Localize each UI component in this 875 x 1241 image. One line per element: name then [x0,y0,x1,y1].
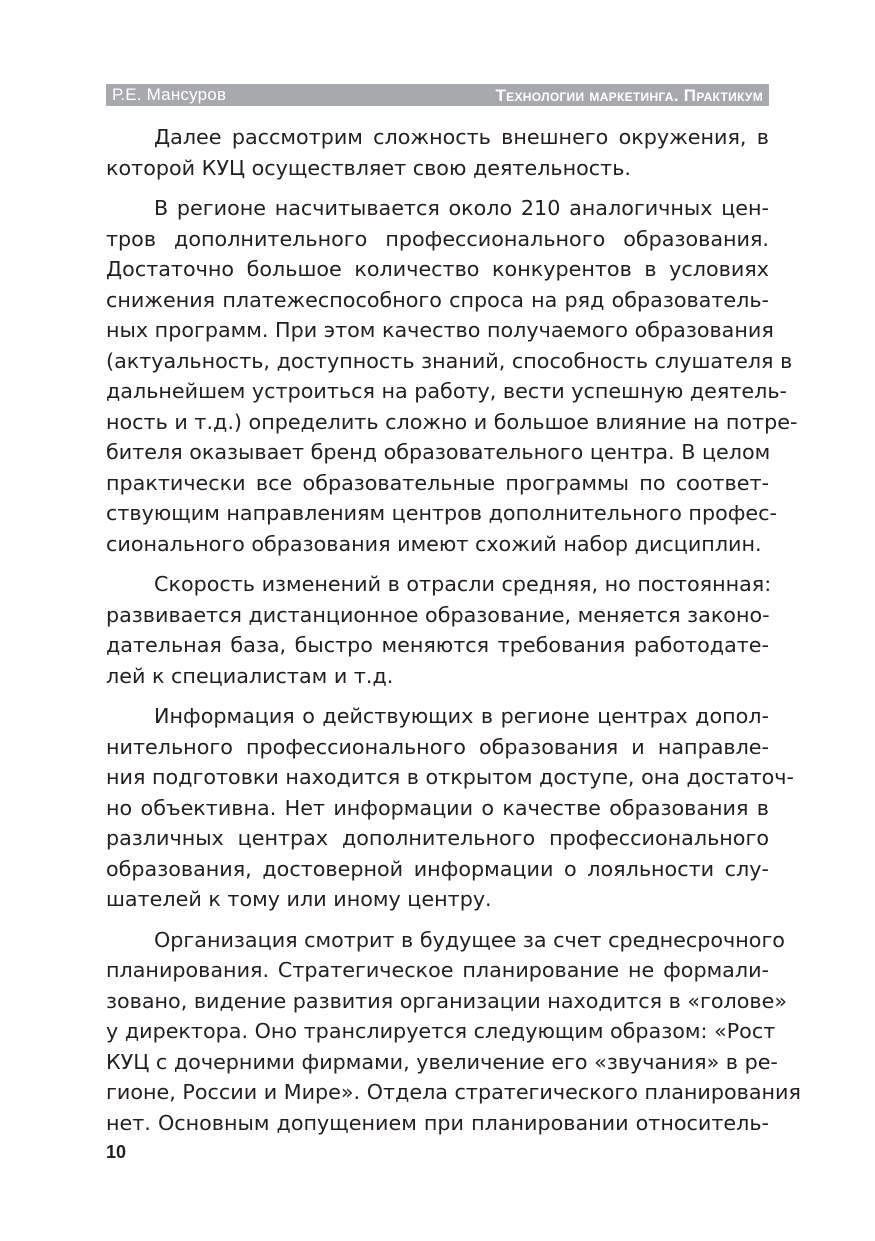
text-line: но объективна. Нет информации о качестве образования в [106,795,769,820]
text-line: которой КУЦ осуществляет свою деятельность. [106,155,631,180]
text-line: ния подготовки находится в открытом доступе, она достаточ- [106,765,794,789]
text-line: КУЦ с дочерними фирмами, увеличение его «звучания» в ре- [106,1049,778,1074]
text-line: нет. Основным допущением при планировании относитель- [106,1110,769,1135]
text-line: В регионе насчитывается около 210 аналогичных цен- [154,196,769,220]
text-line: развивается дистанционное образование, меняется законо- [106,602,770,627]
text-line: планирования. Стратегическое планирование не формали- [106,958,769,982]
paragraph [106,193,798,559]
text-line: тров дополнительного профессионального образования. [106,226,769,251]
paragraph [106,569,772,691]
text-line: Достаточно большое количество конкурентов в условиях [106,257,769,281]
text-line: дательная база, быстро меняются требования работодате- [106,633,769,657]
text-line: шателей к тому или иному центру. [106,887,492,911]
paragraph [106,122,769,183]
paragraph [106,701,794,915]
text-line: лей к специалистам и т.д. [106,663,394,688]
text-line: снижения платежеспособного спроса на ряд образователь- [106,287,769,312]
text-line: дальнейшем устроиться на работу, вести успешную деятель- [106,379,787,403]
text-line: ность и т.д.) определить сложно и большое влияние на потре- [106,409,798,434]
text-line: Скорость изменений в отрасли средняя, но постоянная: [154,572,772,596]
page-number: 10 [106,1142,127,1162]
header-author: Р.Е. Мансуров [112,85,227,104]
paragraph [106,925,801,1139]
header-book-title: Технологии маркетинга. Практикум [495,86,763,105]
text-line: образования, достоверной информации о лояльности слу- [106,856,769,881]
running-header [106,84,769,106]
text-line: ствующим направлениям центров дополнительного профес- [106,501,777,525]
text-line: у директора. Оно транслируется следующим образом: «Рост [106,1019,776,1043]
text-line: (актуальность, доступность знаний, способность слушателя в [106,348,793,373]
text-line: бителя оказывает бренд образовательного центра. В целом [106,440,771,464]
body-text [106,122,801,1148]
text-line: ных программ. При этом качество получаемого образования [106,318,774,342]
text-line: зовано, видение развития организации находится в «голове» [106,988,788,1013]
text-line: сионального образования имеют схожий набор дисциплин. [106,531,762,556]
text-line: различных центрах дополнительного профессионального [106,826,769,850]
text-line: гионе, России и Мире». Отдела стратегического планирования [106,1080,801,1104]
text-line: практически все образовательные программы по соответ- [106,470,769,495]
text-line: Организация смотрит в будущее за счет среднесрочного [154,927,785,952]
text-line: Далее рассмотрим сложность внешнего окружения, в [154,125,769,149]
text-line: Информация о действующих в регионе центрах допол- [154,704,769,728]
text-line: нительного профессионального образования и направле- [106,734,769,759]
